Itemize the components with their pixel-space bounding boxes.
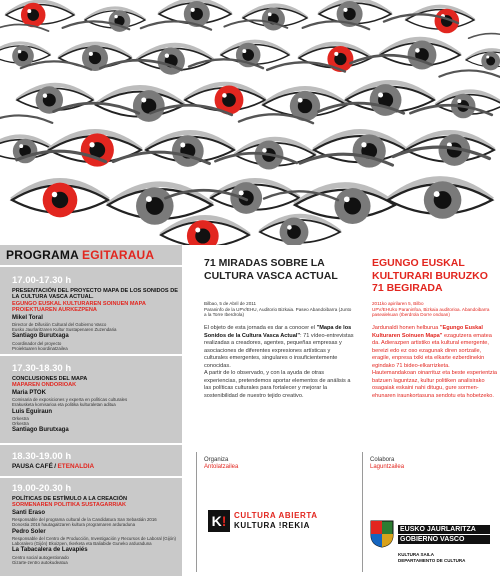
slot-2-block [12,376,180,435]
eye-illustration [17,61,93,113]
organizer-label-es: Organiza [204,457,229,463]
logo-mark [208,510,230,532]
speaker-role: Centro social autogestionado Gizarte-zentro autokudeatua [12,554,69,566]
event-title-eu: EGUNGO EUSKAL KULTURARI BURUZKO 71 BEGIRADA [372,257,488,294]
divider [362,452,363,572]
slot-4-heading-eu: SORMENAREN POLITIKA SUSTAGARRIAK [12,502,127,509]
gov-logo-line-2: GOBIERNO VASCO [398,535,490,544]
logo-line-1: CULTURA ABIERTA [234,511,318,520]
speaker-role: Coordinador del proyecto Proiektuaren koordinatzailea [12,340,68,352]
logo-wordmark [234,511,318,531]
body-text: : 71 vídeo-entrevistas realizadas a creadores, agentes, pequeñas empresas y asociaciones de diferentes expresiones artísticas y culturales emergentes, singulares o insuficientemente conocidas. A partir de lo observado, y con la ayuda de otras experiencias, pretendemos aportar elementos de análisis a las políticas culturales para fortalecer y mejorar la sostenibilidad de nuestro tejido creativo. [204,332,354,399]
eye-illustration [436,70,500,118]
program-title [6,248,154,262]
eyes-artwork [0,0,500,245]
eye-illustration [243,0,307,31]
logo-bang: ! [221,513,227,529]
slot-4-heading-es: POLÍTICAS DE ESTÍMULO A LA CREACIÓN [12,496,127,502]
eye-illustration [263,62,347,121]
eye-illustration [0,24,50,66]
slot-4-time: 19.00-20.30 h [12,483,72,494]
event-meta-eu: 2011ko apirilaren 5, Bilbo UPV/EHUko Paraninfoa, Bizkaia auditorioa. Abandoibarra pasealekuan (Iberdrola Dorre ondoan) [372,301,490,318]
event-body-es [204,325,354,400]
gov-dept-eu: KULTURA SAILA [398,552,434,557]
divider [0,476,182,478]
body-highlight: "Mapa de los Sonidos de la Cultura Vasca Actual" [204,325,352,339]
speaker-name: Mikel Toral [12,314,43,321]
eye-illustration [406,105,494,166]
eye-illustration [299,21,371,72]
speaker-name: Santiago Burutxaga [12,427,69,434]
slot-1-heading-es: PRESENTACIÓN DEL PROYECTO MAPA DE LOS SONIDOS DE LA CULTURA VASCA ACTUAL. [12,288,178,301]
gov-logo-line-1: EUSKO JAURLARITZA [398,525,490,534]
eye-illustration [466,34,500,71]
body-text: Jardunaldi honen helburua [372,325,440,331]
eye-illustration [319,0,391,27]
program-panel [0,245,182,576]
speaker-role: Comisaria de exposiciones y experta en políticas culturales Erakusketa komisarioa eta politika kulturaletan aditua [12,397,128,408]
eye-illustration [85,0,145,32]
organizer-label [204,457,238,471]
slot-3-block: PAUSA CAFÉ / ETENALDIA [12,463,95,470]
gov-dept-es: DEPARTAMENTO DE CULTURA [398,558,466,563]
slot-2-time: 17.30-18.30 h [12,363,72,374]
collaborator-label-es: Colabora [370,457,395,463]
collaborator-label-eu: Laguntzailea [370,464,405,470]
coat-of-arms-icon [370,520,394,548]
organizer-label-eu: Antolatzailea [204,464,239,470]
divider [0,354,182,356]
slot-3-heading-es: PAUSA CAFÉ [12,463,53,470]
body-text: El objeto de esta jornada es dar a conocer el [204,325,317,331]
slot-2-heading-es: CONCLUSIONES DEL MAPA [12,376,88,382]
speaker-name: Santiago Burutxaga [12,333,69,340]
divider [0,265,182,267]
logo-line-2: KULTURA !REKIA [234,521,310,530]
speaker-name: Pedro Soler [12,528,46,535]
eye-illustration [295,154,395,224]
slot-2-heading-eu: MAPAREN ONDORIOAK [12,382,77,389]
slot-3-time: 18.30-19.00 h [12,451,72,462]
eye-illustration [6,0,74,27]
divider [0,443,182,445]
speaker-name: Luis Eguiraun [12,408,53,415]
event-title-es: 71 MIRADAS SOBRE LA CULTURA VASCA ACTUAL [204,257,338,282]
speaker-name: Santi Eraso [12,509,46,516]
event-body-eu [372,325,497,400]
collaborator-label [370,457,404,471]
body-highlight: "Egungo Euskal Kulturaren Soinuen Mapa" [372,325,483,339]
program-title-es: PROGRAMA [6,248,79,262]
slot-3-heading-eu: ETENALDIA [57,463,95,470]
logo-letter: K [211,513,222,529]
speaker-role: Responsable del programa cultural de la Candidatura San Sebastián 2016 Donostia 2016 hautagaitzaren kultura programaren arduraduna [12,517,157,528]
event-meta-es: Bilbao, 5 de Abril de 2011 Paraninfo de la UPV/EHU, Auditorio Bizkaia. Paseo Abandoibarra (Junto a la Torre Iberdrola) [204,301,352,318]
slot-4-block [12,496,180,565]
speaker-role: Responsable del Centro de Producción, Investigación y Recursos de Laboral (Gijón) Laboralero (Gijón) Ekoizpen, Ikerketa eta Baliabide Guneko arduraduna [12,536,177,547]
body-text: ezagutzera ematea da. Adierazpen artistiko eta kultural emergente, bereizi edo ez oso ezagunak diren sortzaile, eragile, enpresa txiki eta elkarte ezberdinekin egindako 71 bideo-elkarrizketa. Hautemandakoan oinarrituz eta beste esperientzia batzuen laguntzaz, kultur politiken analisirako osagaiak eskaini nahi ditugu, gure sormen-ehunaren iraunkortasuna sendotu eta hobetzeko. [372,332,498,399]
slot-1-block [12,288,180,351]
speaker-role: Director de Difusión Cultural del Gobierno Vasco Eusko Jaurlaritzaren Kultur Sustapenaren Zuzendaria [12,322,117,333]
speaker-name: La Tabacalera de Lavapiés [12,547,88,554]
slot-1-heading-eu: EGUNGO EUSKAL KULTURAREN SOINUEN MAPA PROIEKTUAREN AURKEZPENA [12,300,146,314]
speaker-name: Maria PTOK [12,389,46,396]
slot-1-time: 17.00-17.30 h [12,275,72,286]
speaker-role: Orkestra Orkestra [12,416,29,427]
program-title-eu: EGITARAUA [82,248,155,262]
cultura-abierta-logo [208,506,343,536]
divider [196,452,197,572]
